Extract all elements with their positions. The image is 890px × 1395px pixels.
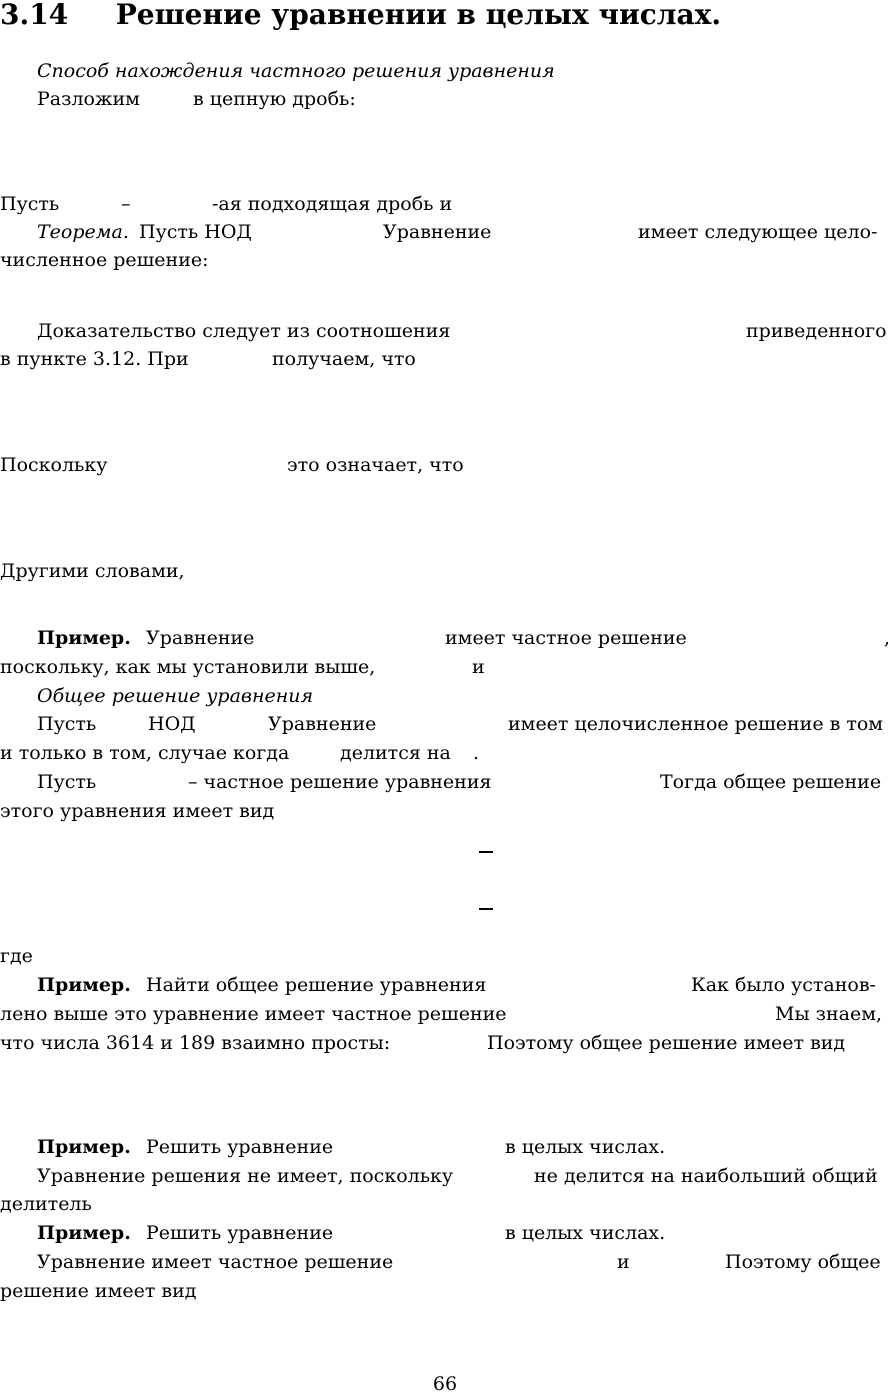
text-line: Тогда общее решение — [660, 771, 882, 793]
text-line: поскольку, как мы установили выше, — [0, 656, 376, 678]
text-line: в целых числах. — [505, 1222, 666, 1244]
text-line: и только в том, случае когда — [0, 742, 290, 764]
text-line: делится на — [340, 742, 451, 764]
text-line: и — [472, 656, 485, 678]
text-line: Уравнение — [383, 221, 492, 243]
section-number: 3.14 — [0, 0, 69, 31]
text-line: этого уравнения имеет вид — [0, 800, 275, 822]
text-line: НОД — [148, 713, 196, 735]
example-label: Пример. — [37, 974, 131, 996]
fraction-bar — [479, 908, 493, 910]
text-line: Разложим — [37, 88, 140, 110]
text-line: – частное решение уравнения — [188, 771, 492, 793]
text-line: и — [617, 1251, 630, 1273]
text-line: -ая подходящая дробь и — [212, 193, 453, 215]
text-line: Другими словами, — [0, 560, 185, 582]
text-line: не делится на наибольший общий — [534, 1165, 878, 1187]
text-line: Пусть — [37, 713, 97, 735]
theorem-label: Теорема. — [37, 221, 129, 243]
section-heading: Решение уравнении в целых числах. — [115, 0, 722, 31]
text-line: где — [0, 945, 33, 967]
text-line: это означает, что — [287, 454, 464, 476]
text-line: приведенного — [746, 320, 887, 342]
subsection-heading-general: Общее решение уравнения — [37, 685, 314, 707]
example-label: Пример. — [37, 1222, 131, 1244]
text-line: лено выше это уравнение имеет частное решение — [0, 1003, 507, 1025]
text-line: делитель — [0, 1193, 92, 1215]
text-line: имеет частное решение — [445, 627, 687, 649]
example-label: Пример. — [37, 627, 131, 649]
text-line: в пункте 3.12. При — [0, 348, 189, 370]
text-line: Пусть НОД — [139, 221, 252, 243]
text-line: решение имеет вид — [0, 1280, 197, 1302]
text-line: Решить уравнение — [146, 1136, 334, 1158]
text-line: Мы знаем, — [775, 1003, 883, 1025]
text-line: в целых числах. — [505, 1136, 666, 1158]
text-line: Пусть — [37, 771, 97, 793]
text-line: Как было установ- — [691, 974, 876, 996]
text-line: имеет целочисленное решение в том — [508, 713, 884, 735]
text-line: Найти общее решение уравнения — [146, 974, 487, 996]
text-line: Решить уравнение — [146, 1222, 334, 1244]
text-line: численное решение: — [0, 249, 209, 271]
fraction-bar — [479, 851, 493, 853]
text-line: – — [121, 193, 131, 215]
text-line: что числа 3614 и 189 взаимно просты: — [0, 1032, 391, 1054]
text-line: в цепную дробь: — [193, 88, 356, 110]
text-line: Пусть — [0, 193, 60, 215]
page-number: 66 — [432, 1373, 458, 1395]
text-line: . — [473, 742, 480, 764]
subsection-heading-particular: Способ нахождения частного решения уравнения — [37, 60, 555, 82]
text-line: , — [884, 627, 890, 649]
text-line: Поскольку — [0, 454, 108, 476]
text-line: Уравнение — [146, 627, 255, 649]
text-line: Поэтому общее — [725, 1251, 881, 1273]
text-line: получаем, что — [272, 348, 416, 370]
example-label: Пример. — [37, 1136, 131, 1158]
text-line: Уравнение решения не имеет, поскольку — [37, 1165, 454, 1187]
text-line: Поэтому общее решение имеет вид — [487, 1032, 846, 1054]
text-line: имеет следующее цело- — [638, 221, 878, 243]
text-line: Уравнение имеет частное решение — [37, 1251, 394, 1273]
text-line: Доказательство следует из соотношения — [37, 320, 451, 342]
section-title — [0, 0, 721, 32]
text-line: Уравнение — [268, 713, 377, 735]
